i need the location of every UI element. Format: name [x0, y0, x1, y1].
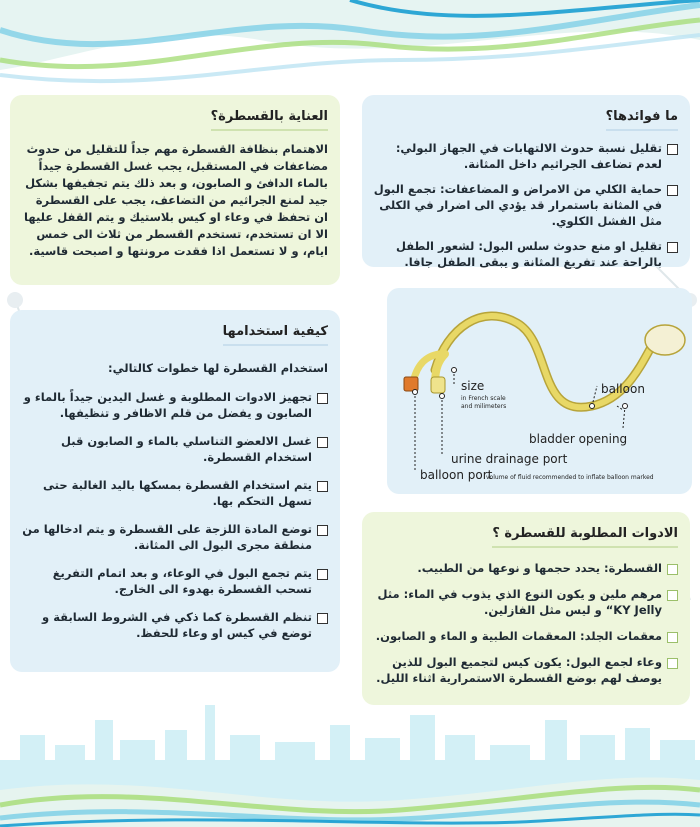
usage-step: تجهيز الادوات المطلوبة و غسل اليدين جيداً بالماء و الصابون و يفضل من قلم الاظافر و تنظيفها.: [23, 390, 312, 420]
checkbox-icon: [317, 525, 328, 536]
list-item: [372, 238, 678, 270]
care-body: الاهتمام بنظافة القسطرة مهم جداً للتقليل من حدوث مضاعفات في المستقبل، يجب غسل القسطرة جيداً بالماء الدافئ و الصابون، و بعد ذلك يتم تجفيفها بشكل جيد لمنع الجراثيم من التضاعف، يجب على القسطرة ان تحفظ في وعاء او كيس بلاستيك و يتم القفل عليها الا ان تستخدم، تستخدم القسطر من ثلاث الى خمس ايام، و لا تستعمل اذا فقدت مرونتها و اصبحت قاسية.: [24, 142, 328, 258]
list-item: [22, 433, 328, 465]
size-note-1: in French scale: [461, 395, 506, 402]
bladder-opening-label: bladder opening: [529, 432, 628, 446]
usage-step: تنظم القسطرة كما ذكي في الشروط السابقة و توضع في كيس او وعاء للحفظ.: [42, 610, 312, 640]
checkbox-icon: [317, 569, 328, 580]
list-item: [22, 521, 328, 553]
balloon-label: balloon: [601, 382, 645, 396]
size-label: size: [461, 379, 485, 393]
tool-text: مرهم ملين و يكون النوع الذي يذوب في الماء: مثل KY Jelly“ و ليس مثل الفازلين.: [377, 587, 662, 617]
usage-step: يتم استخدام القسطرة بمسكها باليد الغالبة حتى تسهل التحكم بها.: [43, 478, 312, 508]
usage-step: يتم تجمع البول في الوعاء، و بعد اتمام التفريغ تسحب القسطرة بهدوء الى الخارج.: [52, 566, 312, 596]
usage-intro: استخدام القسطرة لها خطوات كالتالي:: [108, 361, 328, 375]
benefits-card: [362, 95, 690, 267]
checkbox-icon: [667, 564, 678, 575]
list-item: [372, 181, 678, 229]
list-item: [372, 560, 678, 576]
usage-title: كيفية استخدامها: [223, 324, 328, 346]
checkbox-icon: [667, 242, 678, 253]
tools-title: الادوات المطلوبة للقسطرة ؟: [492, 526, 678, 548]
list-item: [22, 389, 328, 421]
balloon-port-label: balloon port: [420, 468, 493, 482]
list-item: [22, 609, 328, 641]
usage-step: توضع المادة اللزجة على القسطرة و يتم ادخالها من منطقة مجرى البول الى المثانة.: [22, 522, 312, 552]
urine-port-label: urine drainage port: [451, 452, 568, 466]
list-item: [372, 628, 678, 644]
care-title: العناية بالقسطرة؟: [211, 109, 328, 131]
list-item: [372, 586, 678, 618]
checkbox-icon: [317, 613, 328, 624]
list-item: [22, 565, 328, 597]
list-item: [372, 654, 678, 686]
catheter-diagram: [387, 288, 692, 494]
benefit-text: حماية الكلي من الامراض و المضاعفات: تجمع البول في المثانة باستمرار قد يؤدي الى اضرار في الكلى مثل الفشل الكلوي.: [373, 182, 662, 228]
list-item: [372, 140, 678, 172]
checkbox-icon: [667, 632, 678, 643]
size-note-2: and milimeters: [461, 403, 507, 410]
care-card: [10, 95, 340, 285]
balloon-port-note: volume of fluid recommended to inflate balloon marked: [486, 474, 654, 481]
tool-text: وعاء لجمع البول: يكون كيس لتجميع البول للذين يوصف لهم بوضع القسطرة الاستمرارية اثناء الليل.: [376, 655, 662, 685]
list-item: [22, 477, 328, 509]
tool-text: القسطرة: يحدد حجمها و نوعها من الطبيب.: [417, 561, 662, 575]
benefit-text: تقليل نسبة حدوث الالتهابات في الجهاز البولي: لعدم تضاعف الجراثيم داخل المثانة.: [395, 141, 662, 171]
benefit-text: تقليل او منع حدوث سلس البول: لشعور الطفل بالراحة عند تفريغ المثانة و يبقى الطفل جافا.: [395, 239, 662, 269]
checkbox-icon: [317, 393, 328, 404]
checkbox-icon: [667, 185, 678, 196]
tool-text: معقمات الجلد: المعقمات الطبية و الماء و الصابون.: [375, 629, 662, 643]
checkbox-icon: [317, 481, 328, 492]
tools-card: [362, 512, 690, 705]
benefits-title: ما فوائدها؟: [606, 109, 678, 131]
usage-step: غسل الالعضو التناسلي بالماء و الصابون قبل استخدام القسطرة.: [60, 434, 312, 464]
usage-card: [10, 310, 340, 672]
checkbox-icon: [667, 658, 678, 669]
checkbox-icon: [317, 437, 328, 448]
checkbox-icon: [667, 590, 678, 601]
checkbox-icon: [667, 144, 678, 155]
